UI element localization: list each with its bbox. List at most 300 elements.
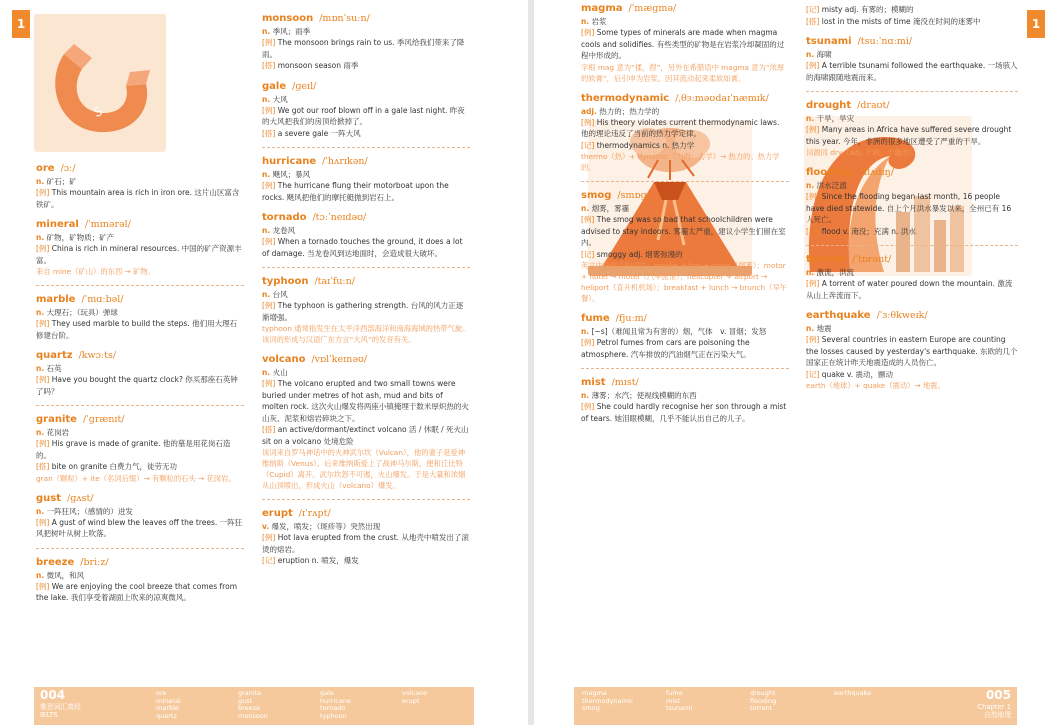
definition-text: 激流，洪流 — [816, 268, 855, 277]
line-tag: [例] — [262, 533, 276, 542]
definition-text: 花岗岩 — [46, 428, 70, 437]
headword-text: hurricane — [262, 156, 317, 167]
line-tag: [例] — [581, 117, 595, 127]
divider — [806, 245, 1018, 246]
definition-text: 大理石；（玩具）弹球 — [46, 308, 118, 317]
example-text: lost in the mists of time 淹没在时间的迷雾中 — [821, 16, 981, 26]
definition-text: 石英 — [46, 364, 62, 373]
footer-word-column — [834, 690, 871, 698]
definition-text: 洪水泛滥 — [816, 181, 847, 190]
footer-word-column — [666, 690, 692, 713]
part-of-speech: n. — [806, 268, 815, 277]
right-column-1 — [581, 2, 789, 432]
definition — [262, 169, 470, 180]
phonetic: /mɒnˈsuːn/ — [319, 13, 370, 24]
headword — [36, 218, 244, 232]
footer-word[interactable]: flooding — [750, 696, 777, 705]
divider — [36, 285, 244, 286]
headword — [581, 312, 789, 326]
definition — [36, 570, 244, 581]
line-tag: [例] — [262, 237, 276, 246]
footer-word-column — [238, 690, 268, 720]
example-line — [581, 140, 789, 152]
etymology-note: typhoon 通常指发生在太平洋西部海洋和南海海域的热带气旋。该词的形成与汉语广东方言“大风”的发音有关。 — [262, 324, 470, 344]
right-column-2 — [806, 4, 1018, 399]
divider — [262, 499, 470, 500]
word-entry — [581, 2, 789, 84]
part-of-speech: n. — [262, 368, 271, 377]
headword — [262, 353, 470, 367]
example-text: a severe gale 一阵大风 — [277, 128, 361, 138]
definition — [581, 326, 789, 337]
headword — [36, 162, 244, 176]
headword — [581, 92, 789, 106]
headword-text: erupt — [262, 508, 293, 519]
phonetic: /ˈmæɡmə/ — [628, 3, 677, 14]
headword-text: torrent — [806, 254, 847, 265]
part-of-speech: n. — [36, 506, 45, 516]
definition — [806, 49, 1018, 60]
footer-word[interactable]: tornado — [320, 704, 346, 712]
line-tag: [例] — [581, 215, 595, 224]
headword — [262, 80, 470, 94]
part-of-speech: n. — [806, 181, 815, 190]
divider — [581, 181, 789, 182]
example-text: A gust of wind blew the leaves off the trees. 一阵狂风把树叶从树上吹落。 — [36, 517, 243, 538]
definition — [36, 176, 244, 187]
definition — [581, 390, 789, 401]
headword-text: ore — [36, 163, 55, 174]
headword-text: flooding — [806, 167, 853, 178]
example-text: bite on granite 白费力气，徒劳无功 — [51, 462, 177, 471]
etymology-note: 英文中的混合构词法：smoke + fog → smog（烟雾）；motor + hotel → motel（汽车旅馆）；helicopter + airport → heliport（直升机机场）；breakfast + lunch → brunch（早午餐）。 — [581, 261, 788, 303]
phonetic: /ɪˈrʌpt/ — [298, 508, 331, 519]
footer-word[interactable]: gust — [238, 696, 253, 705]
line-tag: [例] — [262, 181, 276, 190]
line-tag: [例] — [36, 581, 50, 591]
example-line — [806, 191, 1018, 226]
example-text: Several countries in eastern Europe are counting the losses caused by yesterday's earthquake. 东欧的几个国家正在统计昨天地震造成的人员伤亡。 — [806, 335, 1018, 367]
line-tag: [例] — [36, 188, 50, 197]
word-entry — [581, 376, 789, 424]
headword — [806, 99, 1018, 113]
example-text: Some types of minerals are made when magma cools and solidifies. 有些类型的矿物是在岩浆冷却凝固的过程中形成的。 — [581, 28, 785, 60]
part-of-speech: adj. — [581, 106, 597, 116]
line-tag: [例] — [262, 301, 276, 310]
word-entry — [36, 492, 244, 540]
word-entry — [262, 275, 470, 345]
divider — [806, 91, 1018, 92]
headword-text: fume — [581, 313, 610, 324]
line-tag: [记] — [806, 5, 820, 14]
footer-word[interactable]: mist — [666, 696, 681, 705]
phonetic: /kwɔːts/ — [78, 350, 117, 361]
example-text: China is rich in mineral resources. 中国的矿产资源丰富。 — [36, 244, 242, 265]
magnet-illustration — [34, 14, 166, 152]
example-line — [806, 226, 1018, 238]
footer-word[interactable]: erupt — [402, 696, 420, 705]
part-of-speech: n. — [806, 324, 815, 333]
footer-word[interactable]: volcano — [402, 689, 428, 697]
line-tag: [例] — [36, 244, 50, 253]
headword-text: monsoon — [262, 13, 314, 24]
definition — [262, 367, 470, 378]
definition-text: 台风 — [272, 290, 288, 299]
line-tag: [例] — [262, 38, 276, 47]
example-text: She could hardly recognise her son through a mist of tears. 她泪眼模糊，几乎不能认出自己的儿子。 — [581, 402, 787, 423]
example-text: They used marble to build the steps. 他们用大理石修建台阶。 — [36, 319, 238, 340]
example-line — [581, 27, 789, 62]
line-tag: [例] — [581, 338, 595, 347]
headword-text: gale — [262, 80, 287, 92]
part-of-speech: v. — [262, 522, 270, 531]
word-entry — [36, 556, 244, 604]
definition-text: 海啸 — [816, 50, 832, 59]
example-line — [806, 4, 1018, 16]
example-text: flood v. 淹没；充满 n. 洪水 — [821, 226, 916, 236]
headword-text: quartz — [36, 350, 73, 361]
footer-word[interactable]: hurricane — [320, 696, 351, 705]
word-entry — [262, 80, 470, 140]
definition-text: 火山 — [272, 368, 288, 377]
example-text: monsoon season 雨季 — [277, 61, 359, 70]
example-line — [806, 124, 1018, 147]
footer-word[interactable]: smog — [582, 704, 600, 712]
word-entry — [36, 162, 244, 210]
example-text: The volcano erupted and two small towns were buried under metres of hot ash, mud and bits of molten rock. 这次火山爆发将两座小镇掩埋于数米厚炽热的火山灰、泥浆和熔岩碎块之下。 — [262, 379, 469, 423]
definition — [262, 225, 470, 236]
footer-word[interactable]: thermodynamic — [582, 696, 634, 705]
headword-text: drought — [806, 100, 852, 111]
headword — [581, 376, 789, 390]
headword — [262, 211, 470, 225]
example-line — [581, 401, 789, 424]
example-text: Petrol fumes from cars are poisoning the atmosphere. 汽车排放的汽油烟气正在污染大气。 — [581, 338, 751, 359]
definition-text: 薄雾；水汽；使视线模糊的东西 — [591, 391, 697, 400]
headword-text: mineral — [36, 219, 79, 230]
headword-text: mist — [581, 377, 606, 388]
divider — [262, 267, 470, 268]
line-tag: [记] — [262, 556, 276, 565]
headword-text: thermodynamic — [581, 92, 670, 104]
definition — [36, 506, 244, 517]
example-text: smoggy adj. 烟雾弥漫的 — [596, 249, 683, 259]
chapter-title: 自然地理 — [983, 711, 1011, 719]
etymology-note: thermo（热）+ dynamic（力的；力学）→ 热力的；热力学的。 — [581, 152, 780, 172]
definition — [806, 323, 1018, 334]
footer-word[interactable]: granite — [238, 689, 262, 697]
example-line — [36, 187, 244, 210]
divider — [36, 405, 244, 406]
headword-text: granite — [36, 414, 77, 425]
example-line — [806, 369, 1018, 381]
footer-word[interactable]: breeze — [238, 704, 261, 712]
headword-text: magma — [581, 3, 623, 14]
example-line — [36, 581, 244, 604]
footer-word[interactable]: typhoon — [320, 711, 347, 720]
word-entry — [262, 507, 470, 567]
phonetic: /draʊt/ — [857, 100, 890, 111]
etymology-note: 来自 mine（矿山）的东西 → 矿物。 — [36, 267, 155, 276]
line-tag: [搭] — [806, 16, 820, 26]
example-line — [262, 378, 470, 424]
phonetic: /ˈmɪnərəl/ — [84, 219, 131, 230]
phonetic: /ɔː/ — [60, 163, 76, 174]
example-text: This mountain area is rich in iron ore. 这片山区富含铁矿。 — [36, 188, 240, 209]
definition-text: 矿石；矿 — [46, 177, 77, 186]
left-column-1 — [36, 162, 244, 612]
word-entry — [581, 312, 789, 360]
definition — [262, 26, 470, 37]
part-of-speech: n. — [581, 327, 590, 336]
phonetic: /fjuːm/ — [615, 313, 647, 324]
example-line — [262, 180, 470, 203]
example-text: We got our roof blown off in a gale last night. 昨夜的大风把我们的房顶给掀掉了。 — [262, 105, 465, 126]
phonetic: /ˌθɜːməʊdaɪˈnæmɪk/ — [675, 92, 769, 104]
example-line — [262, 37, 470, 60]
example-line — [36, 318, 244, 341]
line-tag: [搭] — [36, 462, 50, 471]
footer-word[interactable]: tsunami — [666, 704, 693, 712]
line-tag: [例] — [806, 192, 820, 201]
phonetic: /tɔːˈneɪdəʊ/ — [312, 212, 367, 223]
word-entry — [806, 4, 1018, 27]
footer-word-column — [402, 690, 427, 705]
word-entry — [806, 35, 1018, 83]
footer-word[interactable]: torrent — [750, 704, 773, 712]
headword — [262, 507, 470, 521]
word-entry — [806, 309, 1018, 391]
example-line — [262, 532, 470, 555]
word-entry — [36, 413, 244, 484]
headword — [36, 413, 244, 427]
phonetic: /ˈtɒrənt/ — [852, 254, 892, 265]
page-number: 004 — [40, 688, 66, 702]
headword-text: marble — [36, 294, 76, 305]
line-tag: [例] — [262, 379, 276, 388]
line-tag: [例] — [806, 125, 820, 134]
phonetic: /mɪst/ — [611, 377, 639, 388]
example-line — [36, 374, 244, 397]
example-text: quake v. 震动，颤动 — [821, 369, 894, 379]
footer-word[interactable]: fume — [666, 689, 683, 697]
footer-word[interactable]: mineral — [156, 696, 181, 705]
headword-text: breeze — [36, 556, 75, 568]
part-of-speech: n. — [36, 364, 45, 373]
footer-word[interactable]: magma — [582, 689, 607, 697]
word-entry — [36, 349, 244, 397]
phonetic: /briːz/ — [80, 556, 109, 568]
phonetic: /ˈflʌdɪŋ/ — [858, 167, 894, 178]
example-text: We are enjoying the cool breeze that comes from the lake. 我们享受着湖面上吹来的凉爽微风。 — [36, 581, 237, 602]
footer-word[interactable]: gale — [320, 689, 334, 697]
line-tag: [例] — [581, 402, 595, 411]
headword-text: typhoon — [262, 276, 309, 287]
example-text: A terrible tsunami followed the earthquake. 一场骇人的海啸跟随地震而来。 — [806, 61, 1018, 82]
phonetic: /ˈɡrænɪt/ — [82, 414, 125, 425]
definition — [581, 203, 789, 214]
footer-word-column — [320, 690, 351, 720]
part-of-speech: n. — [36, 233, 45, 242]
phonetic: /ɡeɪl/ — [292, 80, 317, 92]
definition-text: 微风，和风 — [46, 570, 85, 580]
word-entry — [262, 353, 477, 491]
example-text: misty adj. 有雾的；模糊的 — [821, 5, 914, 14]
example-text: His theory violates current thermodynamic laws. 他的理论违反了当前的热力学定律。 — [581, 117, 780, 138]
word-entry — [262, 155, 470, 203]
part-of-speech: n. — [36, 428, 45, 437]
line-tag: [例] — [806, 61, 820, 70]
left-column-2 — [262, 12, 477, 575]
word-entry — [581, 189, 789, 304]
left-footer — [34, 687, 474, 725]
definition-text: 季风；雨季 — [272, 27, 311, 36]
part-of-speech: n. — [262, 94, 271, 104]
headword — [36, 349, 244, 363]
example-text: The smog was so bad that schoolchildren were advised to stay indoors. 雾霾太严重，建议小学生们留在室内。 — [581, 215, 786, 247]
headword — [262, 155, 470, 169]
definition — [262, 94, 470, 105]
definition — [36, 427, 244, 438]
example-text: The typhoon is gathering strength. 台风的风力正逐渐增强。 — [262, 301, 464, 322]
part-of-speech: n. — [806, 114, 815, 123]
example-line — [581, 249, 789, 261]
line-tag: [例] — [806, 335, 820, 344]
example-line — [806, 334, 1018, 369]
headword — [36, 556, 244, 570]
example-line — [262, 555, 470, 567]
part-of-speech: n. — [36, 570, 45, 580]
definition-text: 干旱，旱灾 — [816, 114, 855, 123]
line-tag: [例] — [36, 517, 50, 527]
footer-word[interactable]: drought — [750, 689, 776, 697]
footer-word[interactable]: marble — [156, 704, 179, 712]
definition-text: 爆发，喷发；（斑疹等）突然出现 — [271, 522, 381, 531]
example-text: Hot lava erupted from the crust. 从地壳中喷发出了滚烫的熔岩。 — [262, 533, 469, 554]
example-line — [36, 461, 244, 473]
line-tag: [例] — [36, 319, 50, 328]
definition — [36, 232, 244, 243]
phonetic: /ˈhʌrɪkən/ — [322, 156, 368, 167]
footer-word[interactable]: monsoon — [238, 711, 268, 720]
page-number: 005 — [985, 688, 1011, 702]
line-tag: [例] — [36, 375, 50, 384]
footer-word-column — [156, 690, 181, 720]
etymology-note: 词源同 dry（adj. 干的，干燥的）。 — [806, 148, 920, 157]
example-line — [262, 236, 470, 259]
word-entry — [262, 12, 470, 72]
definition — [581, 16, 789, 27]
example-line — [36, 517, 244, 540]
example-text: Many areas in Africa have suffered severe drought this year. 今年，非洲的很多地区遭受了严重的干旱。 — [806, 125, 1012, 146]
line-tag: [记] — [581, 249, 595, 259]
definition-text: 岩浆 — [591, 17, 607, 26]
definition-text: [~s]（难闻且常为有害的）烟，气体 v. 冒烟；发怒 — [591, 327, 767, 336]
part-of-speech: n. — [581, 204, 590, 213]
line-tag: [记] — [806, 369, 820, 379]
headword — [806, 35, 1018, 49]
example-text: an active/dormant/extinct volcano 活 / 休眠 / 死火山 sit on a volcano 处境危险 — [262, 425, 477, 446]
phonetic: /tsuːˈnɑːmi/ — [857, 36, 913, 47]
example-line — [581, 337, 789, 360]
divider — [262, 147, 470, 148]
example-text: The hurricane flung their motorboat upon the rocks. 飓风把他们的摩托艇抛到岩石上。 — [262, 181, 449, 202]
footer-word[interactable]: ore — [156, 689, 167, 697]
divider — [36, 548, 244, 549]
chapter-tab: 1 — [12, 10, 30, 38]
part-of-speech: n. — [262, 290, 271, 299]
part-of-speech: n. — [581, 17, 590, 26]
definition-text: 大风 — [272, 94, 288, 104]
footer-word[interactable]: quartz — [156, 711, 177, 720]
example-line — [36, 243, 244, 266]
headword — [806, 309, 1018, 323]
headword — [262, 275, 470, 289]
part-of-speech: n. — [262, 226, 271, 235]
definition — [806, 113, 1018, 124]
example-line — [262, 128, 470, 140]
definition — [806, 267, 1018, 278]
divider — [581, 368, 789, 369]
footer-word[interactable]: earthquake — [834, 689, 872, 697]
chapter-tab: 1 — [1027, 10, 1045, 38]
word-entry — [262, 211, 470, 259]
line-tag: [记] — [581, 140, 595, 150]
example-text: When a tornado touches the ground, it does a lot of damage. 当龙卷风到达地面时，会造成很大破坏。 — [262, 237, 463, 258]
phonetic: /ˈmɑːbəl/ — [81, 294, 124, 305]
headword — [581, 2, 789, 16]
word-entry — [36, 293, 244, 341]
example-text: Have you bought the quartz clock? 你买那座石英钟了吗？ — [36, 375, 238, 396]
example-line — [581, 117, 789, 140]
word-entry — [806, 99, 1018, 158]
part-of-speech: n. — [262, 27, 271, 36]
definition — [581, 106, 789, 117]
example-text: His grave is made of granite. 他的墓是用花岗石造的。 — [36, 439, 231, 460]
definition — [806, 180, 1018, 191]
etymology-note: 该词来自罗马神话中的火神武尔坎（Vulcan），他的妻子是爱神维纳斯（Venus）。后来维纳斯爱上了战神马尔斯，便和丘比特（Cupid）离开。武尔坎怒不可遏，火山爆发。于是大量和浓烟从山顶喷出，形成火山（volcano）爆发。 — [262, 448, 466, 490]
example-line — [262, 300, 470, 323]
headword-text: gust — [36, 492, 62, 504]
part-of-speech: n. — [262, 170, 271, 179]
svg-text:S: S — [92, 104, 105, 120]
example-line — [262, 60, 470, 72]
phonetic: /ˈɜːθkweɪk/ — [876, 310, 928, 321]
part-of-speech: n. — [581, 391, 590, 400]
phonetic: /vɒlˈkeɪnəʊ/ — [311, 354, 368, 365]
line-tag: [例] — [262, 105, 276, 115]
example-line — [806, 278, 1018, 301]
headword — [581, 189, 789, 203]
headword — [262, 12, 470, 26]
word-entry — [806, 166, 1018, 237]
definition-text: 矿物，矿物质；矿产 — [46, 233, 115, 242]
definition-text: 烟雾，雾霾 — [591, 204, 630, 213]
definition-text: 一阵狂风；（感情的）迸发 — [46, 506, 133, 516]
headword — [806, 253, 1018, 267]
part-of-speech: n. — [806, 50, 815, 59]
phonetic: /ɡʌst/ — [67, 492, 94, 504]
headword-text: tornado — [262, 212, 307, 223]
line-tag: [搭] — [262, 128, 276, 138]
definition — [262, 289, 470, 300]
word-entry — [806, 253, 1018, 301]
line-tag: [例] — [806, 279, 820, 288]
line-tag: [搭] — [262, 425, 276, 434]
definition-text: 热力的；热力学的 — [599, 106, 660, 116]
line-tag: [记] — [806, 226, 820, 236]
line-tag: [搭] — [262, 61, 276, 70]
